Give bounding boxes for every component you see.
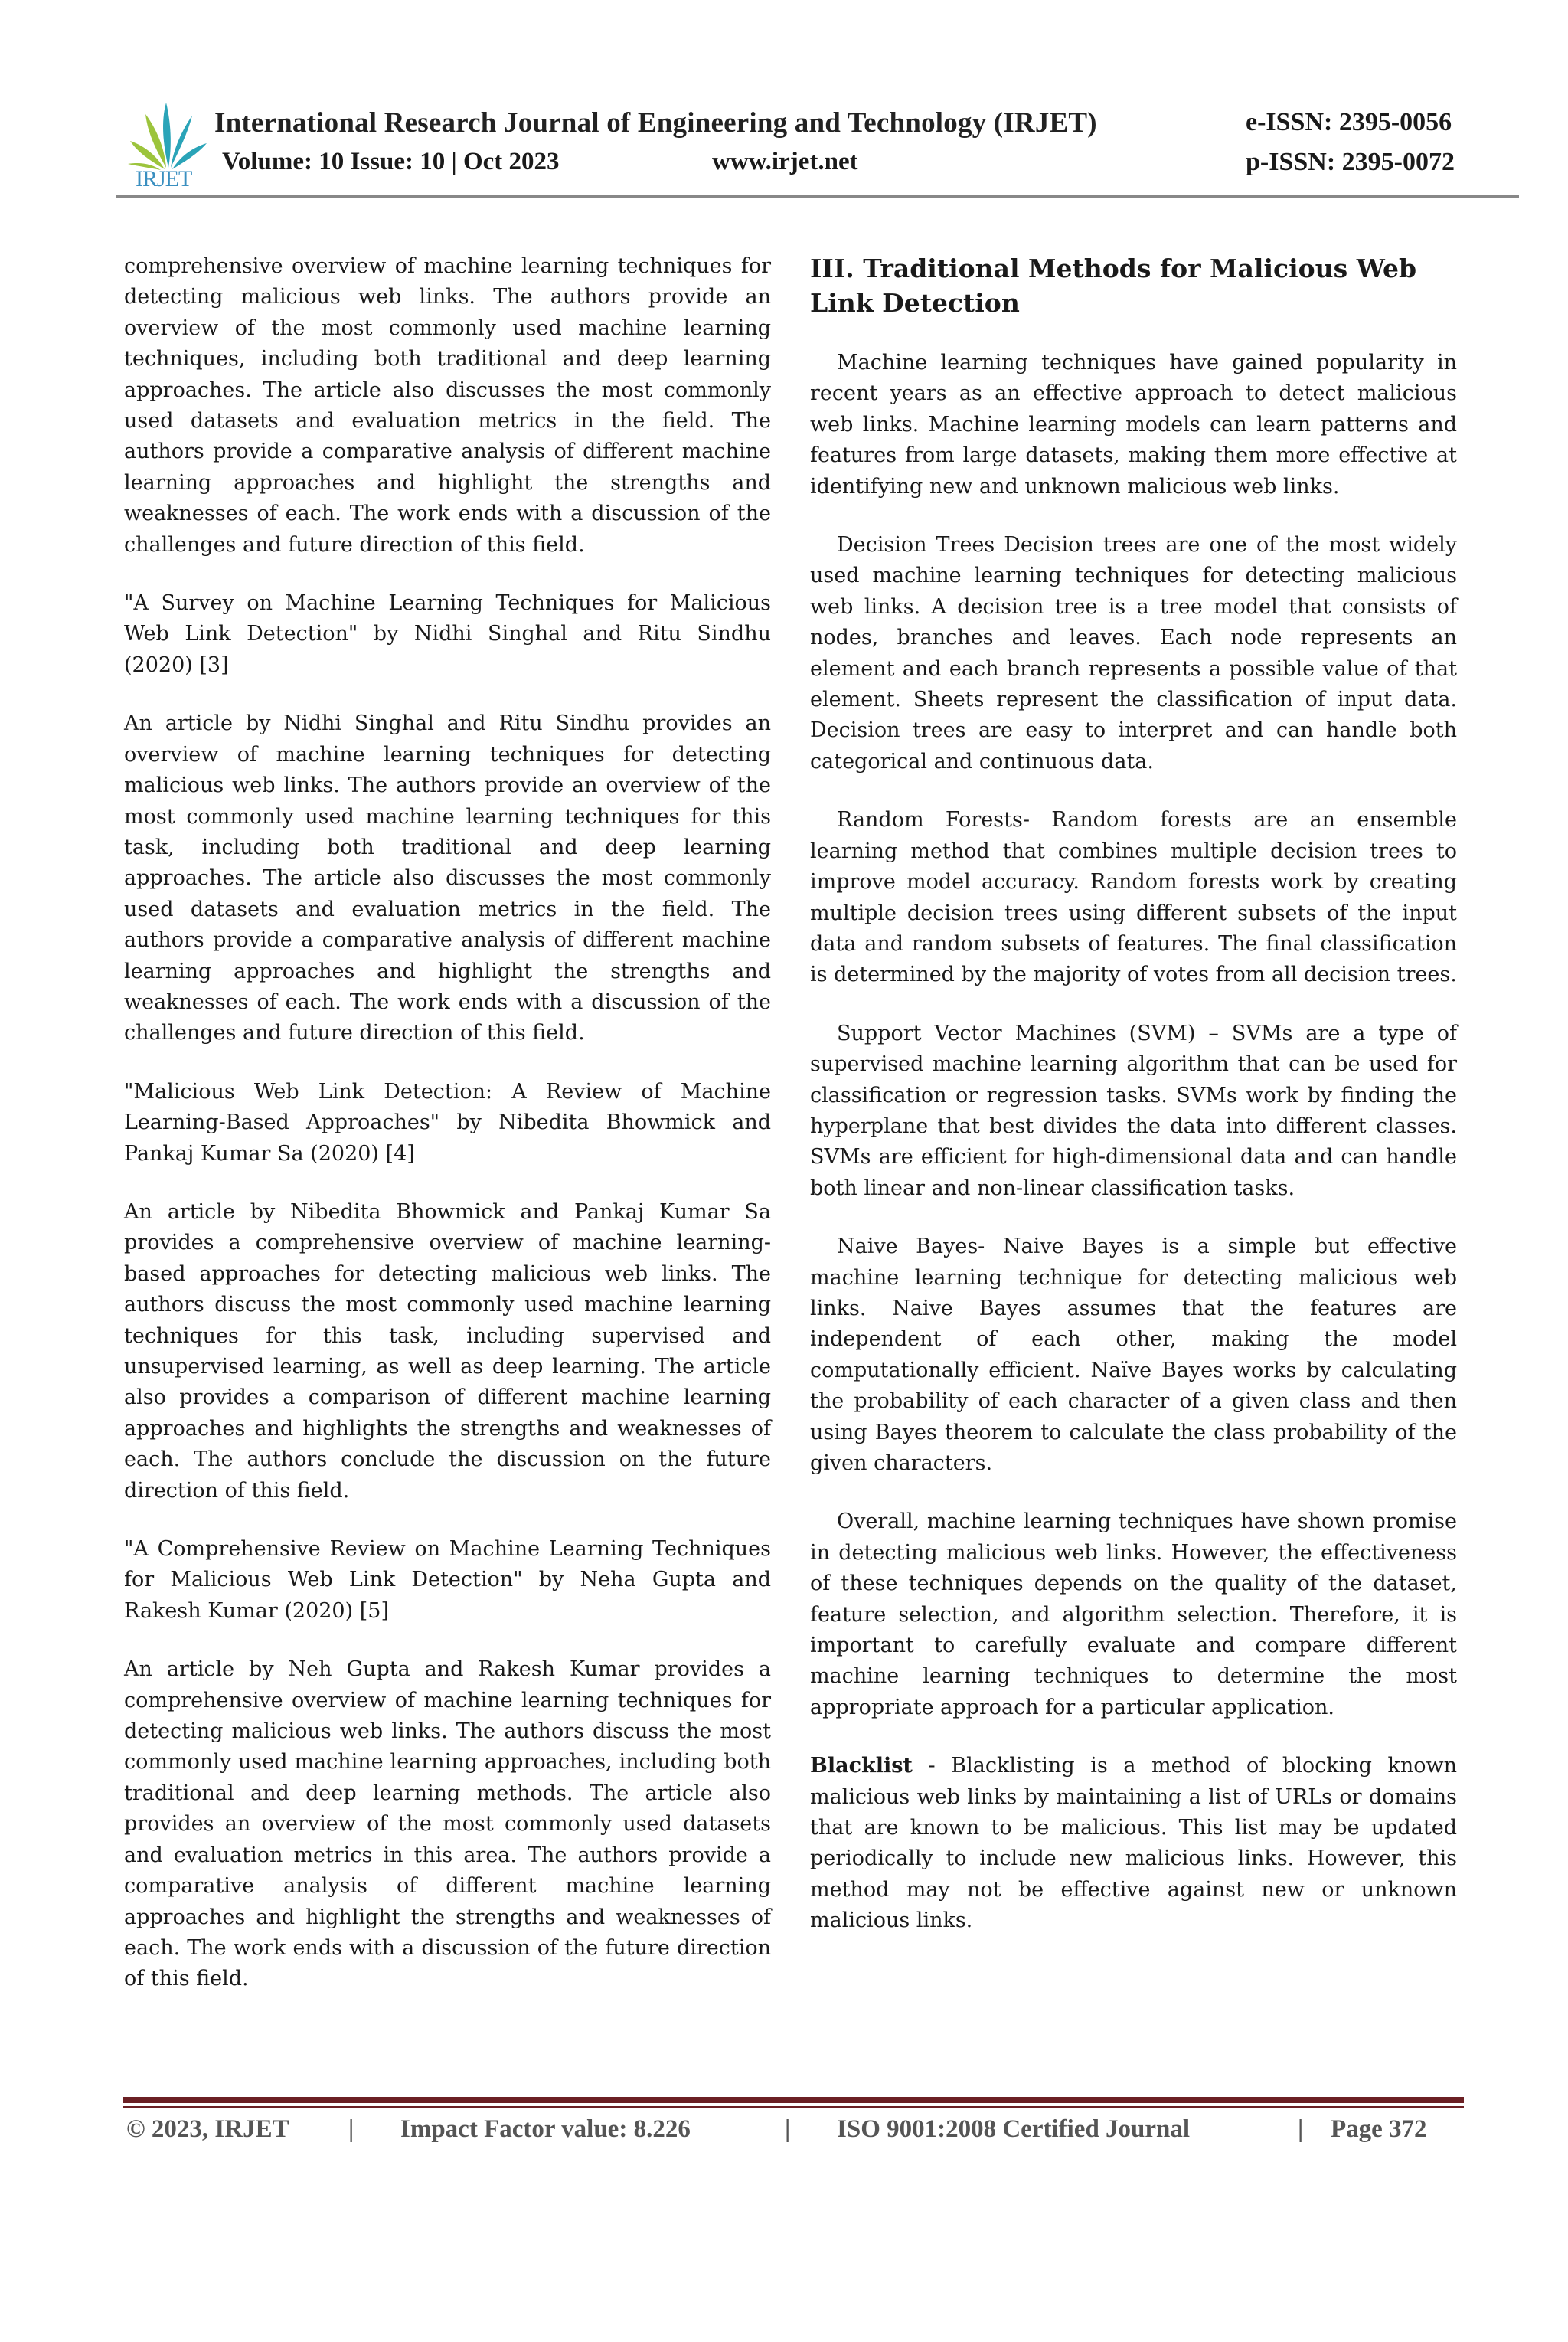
- journal-title: International Research Journal of Engineering and Technology (IRJET): [214, 107, 1097, 139]
- paragraph: An article by Nibedita Bhowmick and Pankaj Kumar Sa provides a comprehensive overview of machine learning-based approaches for detecting malicious web links. The authors discuss the most commonly used machine learning techniques for this task, including supervised and unsupervised learning, as well as deep learning. The article also provides a comparison of different machine learning approaches and highlights the strengths and weaknesses of each. The authors conclude the discussion on the future direction of this field.: [124, 1199, 771, 1503]
- footer-separator: |: [348, 2115, 354, 2143]
- iso-certification: ISO 9001:2008 Certified Journal: [837, 2115, 1191, 2143]
- p-issn: p-ISSN: 2395-0072: [1246, 148, 1455, 176]
- page-number: Page 372: [1331, 2115, 1427, 2143]
- irjet-logo: [126, 99, 211, 191]
- footer-divider-thin: [122, 2106, 1464, 2108]
- reference-title: "A Survey on Machine Learning Techniques for Malicious Web Link Detection" by Nidhi Singhal and Ritu Sindhu (2020) [3]: [124, 591, 771, 677]
- section-heading: III. Traditional Methods for Malicious Web Link Detection: [810, 253, 1417, 318]
- reference-title: "Malicious Web Link Detection: A Review of Machine Learning-Based Approaches" by Nibedita Bhowmick and Pankaj Kumar Sa (2020) [4]: [124, 1079, 771, 1166]
- volume-issue: Volume: 10 Issue: 10 | Oct 2023: [222, 148, 560, 175]
- blacklist-term: Blacklist: [810, 1754, 913, 1778]
- paragraph-random-forests: Random Forests- Random forests are an ensemble learning method that combines multiple decision trees to improve model accuracy. Random forests work by creating multiple decision trees using different subsets of the input data and random subsets of features. The final classification is determined by the majority of votes from all decision trees.: [810, 808, 1457, 987]
- impact-factor: Impact Factor value: 8.226: [400, 2115, 691, 2143]
- journal-website: www.irjet.net: [712, 148, 858, 175]
- right-column: [810, 251, 1457, 1964]
- paragraph-decision-trees: Decision Trees Decision trees are one of the most widely used machine learning techniques for detecting malicious web links. A decision tree is a tree model that consists of nodes, branches and leaves. Each node represents an element and each branch represents a possible value of that element. Sheets represent the classification of input data. Decision trees are easy to interpret and can handle both categorical and continuous data.: [810, 533, 1457, 774]
- page-header: [126, 96, 1520, 195]
- e-issn: e-ISSN: 2395-0056: [1246, 108, 1452, 136]
- logo-text: IRJET: [136, 166, 192, 191]
- paragraph: Machine learning techniques have gained popularity in recent years as an effective approach to detect malicious web links. Machine learning models can learn patterns and features from large datasets, making them more effective at identifying new and unknown malicious web links.: [810, 351, 1457, 499]
- paragraph: An article by Neh Gupta and Rakesh Kumar provides a comprehensive overview of machine learning techniques for detecting malicious web links. The authors discuss the most commonly used machine learning approaches, including both traditional and deep learning methods. The article also provides an overview of the most commonly used datasets and evaluation metrics in this area. The authors provide a comparative analysis of different machine learning approaches and highlight the strengths and weaknesses of each. The work ends with a discussion of the future direction of this field.: [124, 1657, 771, 1991]
- footer-separator: |: [1298, 2115, 1304, 2143]
- paragraph-svm: Support Vector Machines (SVM) – SVMs are a type of supervised machine learning algorithm that can be used for classification or regression tasks. SVMs work by finding the hyperplane that best divides the data into different classes. SVMs are efficient for high-dimensional data and can handle both linear and non-linear classification tasks.: [810, 1021, 1457, 1200]
- blacklist-text: - Blacklisting is a method of blocking known malicious web links by maintaining a list of URLs or domains that are known to be malicious. This list may be updated periodically to include new malicious links. However, this method may not be effective against new or unknown malicious links.: [810, 1754, 1457, 1933]
- footer-divider: [122, 2097, 1464, 2103]
- paragraph: An article by Nidhi Singhal and Ritu Sindhu provides an overview of machine learning techniques for detecting malicious web links. The authors provide an overview of the most commonly used machine learning techniques for this task, including both traditional and deep learning approaches. The article also discusses the most commonly used datasets and evaluation metrics in the field. The authors provide a comparative analysis of different machine learning approaches and highlight the strengths and weaknesses of each. The work ends with a discussion of the challenges and future direction of this field.: [124, 711, 771, 1045]
- copyright: © 2023, IRJET: [126, 2115, 289, 2143]
- left-column: [124, 251, 771, 2023]
- leaf-logo-icon: [126, 99, 211, 172]
- reference-title: "A Comprehensive Review on Machine Learning Techniques for Malicious Web Link Detection" by Neha Gupta and Rakesh Kumar (2020) [5]: [124, 1537, 771, 1623]
- paragraph-naive-bayes: Naive Bayes- Naive Bayes is a simple but effective machine learning technique for detecting malicious web links. Naive Bayes assumes that the features are independent of each other, making the model computationally efficient. Naïve Bayes works by calculating the probability of each character of a given class and then using Bayes theorem to calculate the class probability of the given characters.: [810, 1235, 1457, 1475]
- paragraph-overall: Overall, machine learning techniques have shown promise in detecting malicious web links. However, the effectiveness of these techniques depends on the quality of the dataset, feature selection, and algorithm selection. Therefore, it is important to carefully evaluate and compare different machine learning techniques to determine the most appropriate approach for a particular application.: [810, 1510, 1457, 1719]
- paragraph: comprehensive overview of machine learning techniques for detecting malicious web links. The authors provide an overview of the most commonly used machine learning techniques, including both traditional and deep learning approaches. The article also discusses the most commonly used datasets and evaluation metrics in the field. The authors provide a comparative analysis of different machine learning approaches and highlight the strengths and weaknesses of each. The work ends with a discussion of the challenges and future direction of this field.: [124, 254, 771, 557]
- footer-separator: |: [785, 2115, 791, 2143]
- header-divider: [116, 195, 1519, 198]
- paragraph-blacklist: [810, 1751, 1457, 1936]
- page-footer: [126, 2115, 1427, 2342]
